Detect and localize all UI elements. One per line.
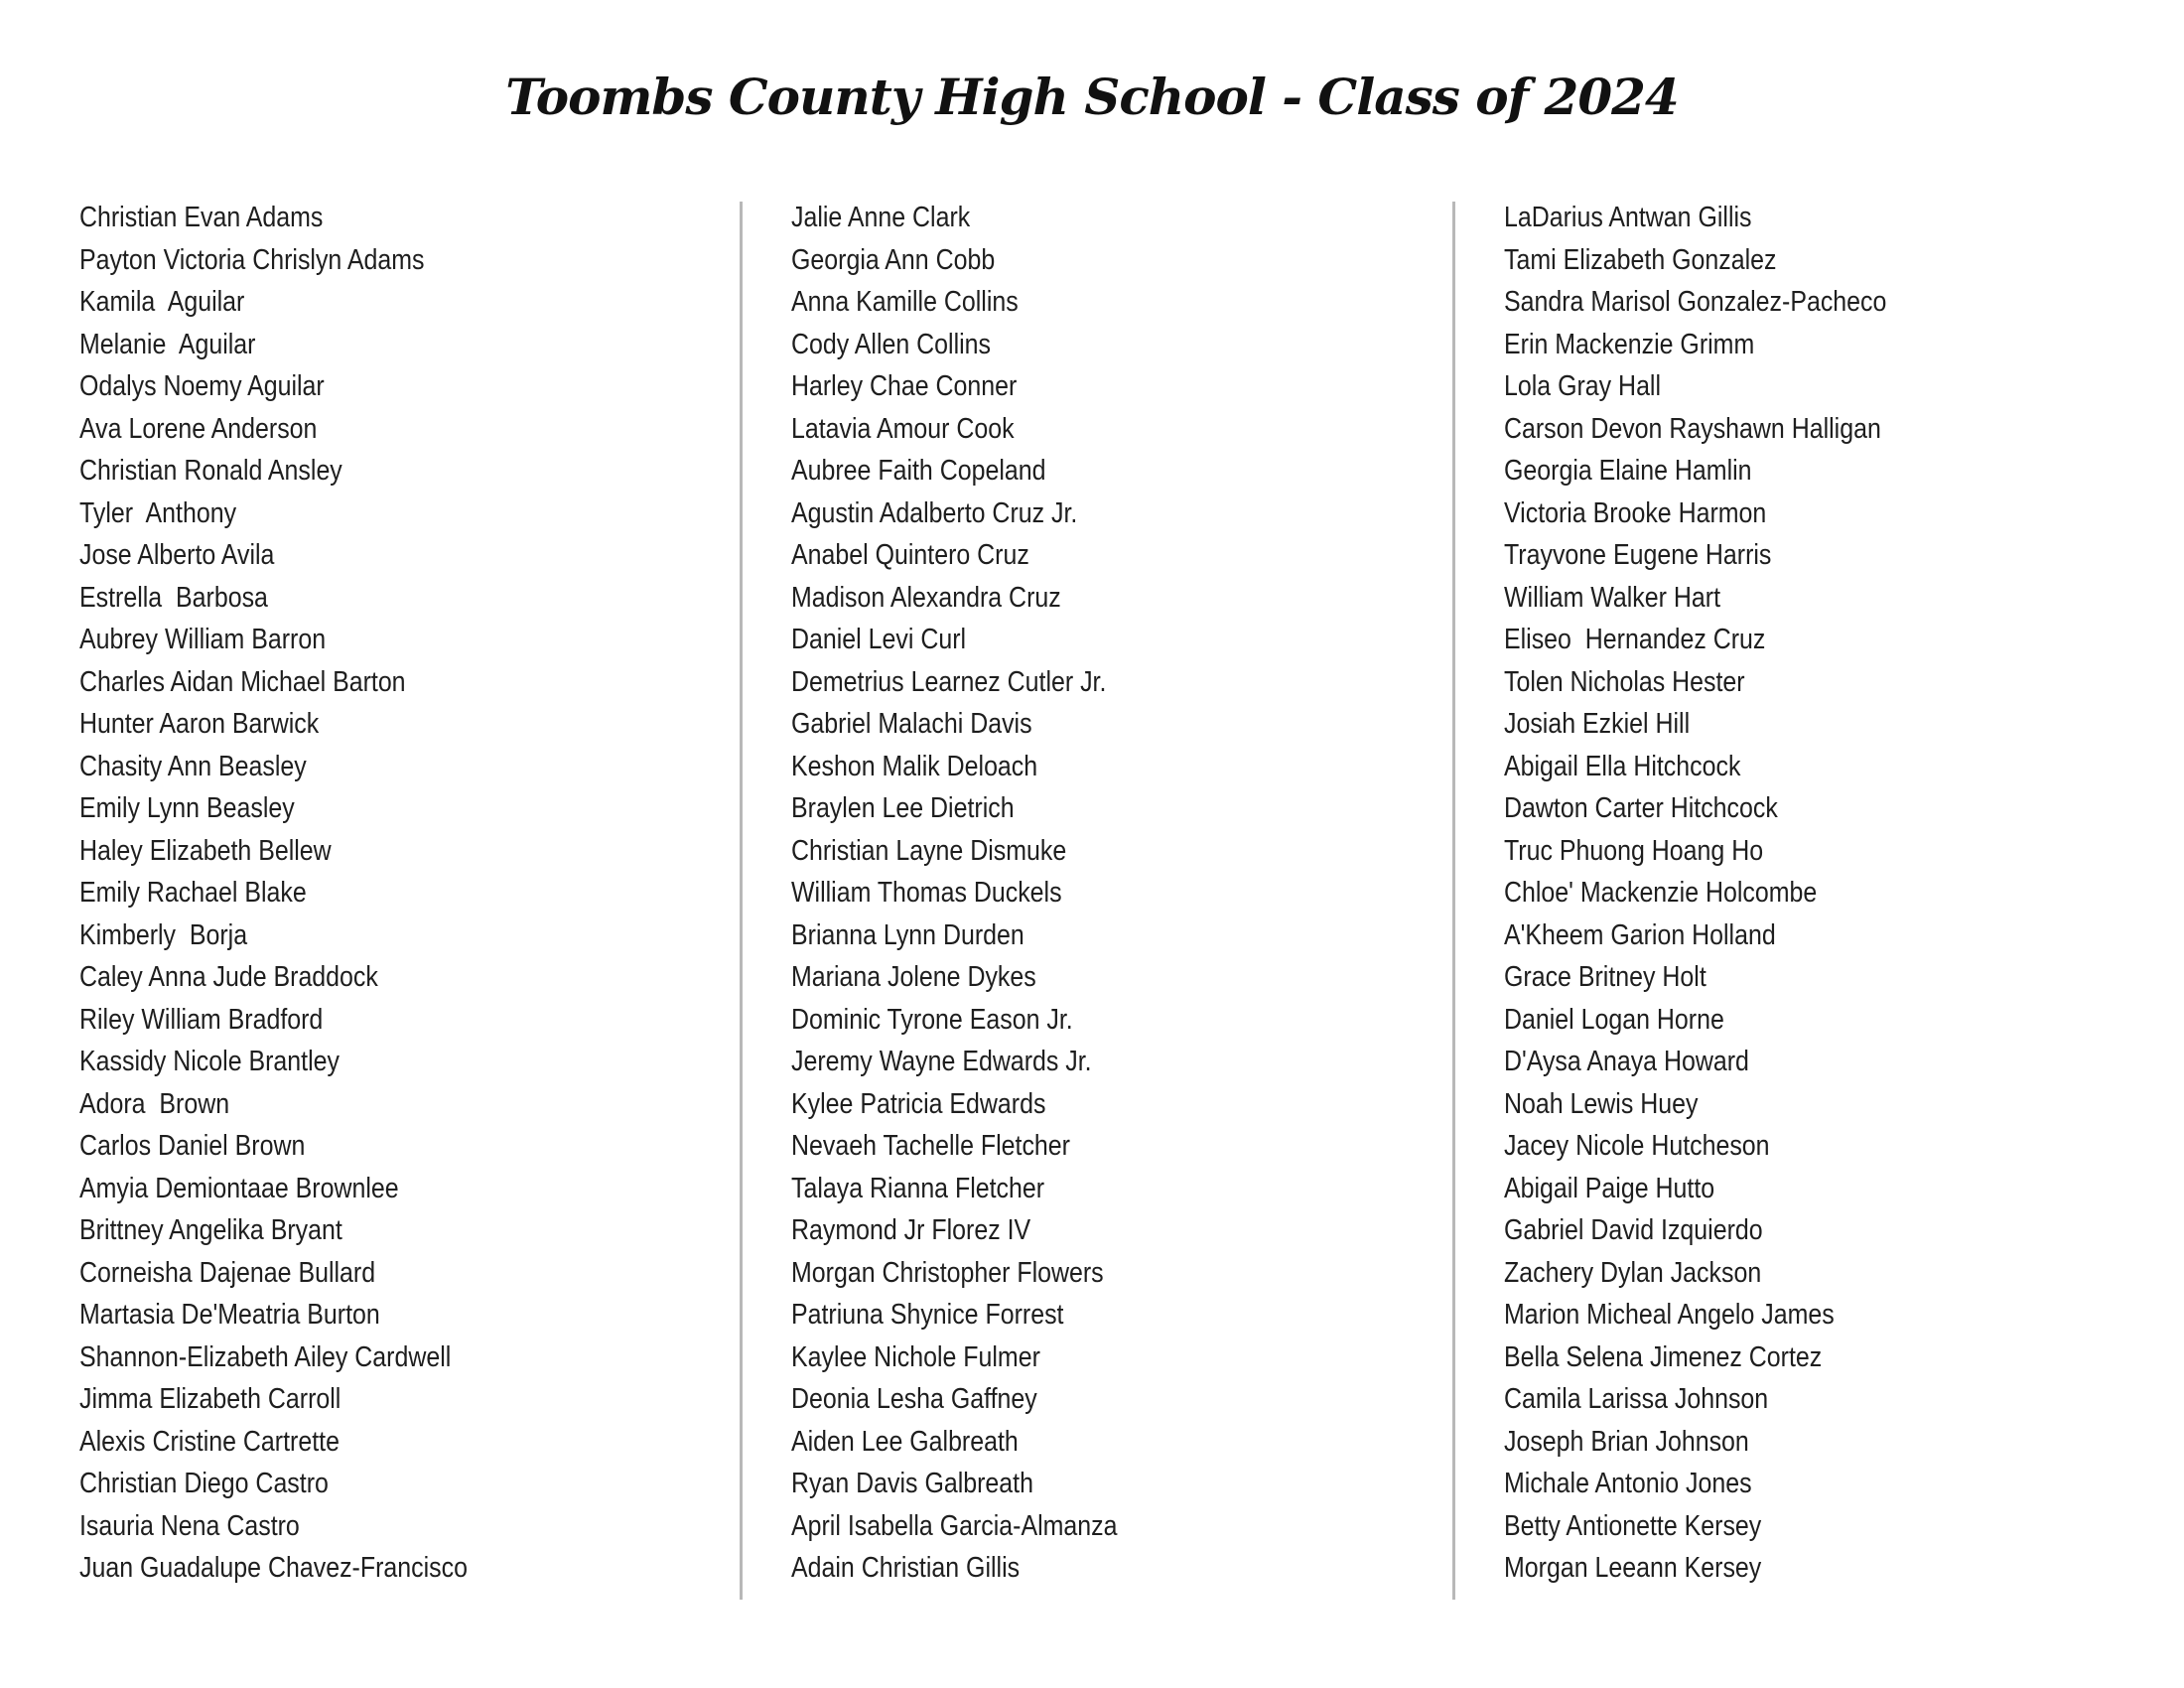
graduate-name: Georgia Elaine Hamlin xyxy=(1504,455,1752,487)
graduate-name: Aiden Lee Galbreath xyxy=(791,1425,1019,1458)
graduate-name: Harley Chae Conner xyxy=(791,370,1018,402)
graduate-name: Tami Elizabeth Gonzalez xyxy=(1504,243,1777,276)
graduate-name: Tyler Anthony xyxy=(79,496,237,529)
graduate-name: Christian Evan Adams xyxy=(79,202,324,233)
graduate-name: Morgan Leeann Kersey xyxy=(1504,1552,1762,1584)
graduate-name: Patriuna Shynice Forrest xyxy=(791,1299,1064,1331)
graduate-name: Isauria Nena Castro xyxy=(79,1509,300,1542)
graduate-name: Juan Guadalupe Chavez-Francisco xyxy=(79,1552,468,1584)
graduate-name: Noah Lewis Huey xyxy=(1504,1087,1699,1120)
graduate-name: Erin Mackenzie Grimm xyxy=(1504,328,1755,360)
graduate-name: Jalie Anne Clark xyxy=(791,202,971,233)
graduate-name: Joseph Brian Johnson xyxy=(1504,1425,1749,1458)
graduate-name: Christian Diego Castro xyxy=(79,1468,329,1499)
graduate-name: Alexis Cristine Cartrette xyxy=(79,1425,340,1458)
graduate-name: Amyia Demiontaae Brownlee xyxy=(79,1172,399,1204)
graduate-name: Carlos Daniel Brown xyxy=(79,1130,306,1162)
graduate-name: Abigail Ella Hitchcock xyxy=(1504,750,1741,782)
graduate-name: Kimberly Borja xyxy=(79,918,248,951)
graduate-name: Jacey Nicole Hutcheson xyxy=(1504,1130,1770,1162)
graduate-name: Deonia Lesha Gaffney xyxy=(791,1383,1037,1415)
graduate-name: Keshon Malik Deloach xyxy=(791,750,1038,782)
graduate-name: Anabel Quintero Cruz xyxy=(791,539,1029,571)
graduate-name: Abigail Paige Hutto xyxy=(1504,1172,1715,1204)
graduate-name: Corneisha Dajenae Bullard xyxy=(79,1256,376,1289)
graduate-name: Agustin Adalberto Cruz Jr. xyxy=(791,496,1078,529)
graduate-name: Daniel Logan Horne xyxy=(1504,1003,1724,1036)
graduate-name: Jimma Elizabeth Carroll xyxy=(79,1383,341,1415)
graduate-name: Braylen Lee Dietrich xyxy=(791,792,1015,824)
page-title: Toombs County High School - Class of 2024 xyxy=(505,68,1679,126)
graduate-name: Ryan Davis Galbreath xyxy=(791,1468,1033,1499)
graduate-name: Payton Victoria Chrislyn Adams xyxy=(79,243,425,276)
graduate-name: Sandra Marisol Gonzalez-Pacheco xyxy=(1504,286,1887,318)
graduate-name: Kamila Aguilar xyxy=(79,286,245,318)
graduate-name: Emily Lynn Beasley xyxy=(79,792,295,824)
graduate-name: Aubrey William Barron xyxy=(79,624,327,655)
graduate-name: Ava Lorene Anderson xyxy=(79,412,318,445)
graduate-name: Emily Rachael Blake xyxy=(79,877,307,909)
graduate-name: Michale Antonio Jones xyxy=(1504,1468,1752,1499)
graduate-name: Mariana Jolene Dykes xyxy=(791,961,1036,993)
graduate-name: Gabriel David Izquierdo xyxy=(1504,1214,1763,1246)
graduate-name: Hunter Aaron Barwick xyxy=(79,708,320,740)
graduate-name: LaDarius Antwan Gillis xyxy=(1504,202,1752,233)
graduate-name: Melanie Aguilar xyxy=(79,328,256,360)
graduate-name: Tolen Nicholas Hester xyxy=(1504,665,1745,698)
graduate-name: Kylee Patricia Edwards xyxy=(791,1087,1046,1120)
graduate-name: Camila Larissa Johnson xyxy=(1504,1383,1769,1415)
graduate-name: Adain Christian Gillis xyxy=(791,1552,1021,1584)
graduate-name: Talaya Rianna Fletcher xyxy=(791,1172,1045,1204)
graduate-name: Raymond Jr Florez IV xyxy=(791,1214,1031,1246)
graduate-name: Haley Elizabeth Bellew xyxy=(79,834,332,867)
column-divider xyxy=(1452,202,1455,1600)
graduate-name: Brianna Lynn Durden xyxy=(791,918,1024,951)
graduate-name: Madison Alexandra Cruz xyxy=(791,581,1061,614)
graduate-name: Estrella Barbosa xyxy=(79,581,268,614)
graduate-name: Cody Allen Collins xyxy=(791,328,992,360)
graduate-name: Josiah Ezkiel Hill xyxy=(1504,708,1691,740)
graduate-name: Chasity Ann Beasley xyxy=(79,750,307,782)
graduate-name: Zachery Dylan Jackson xyxy=(1504,1256,1762,1289)
graduate-name: Trayvone Eugene Harris xyxy=(1504,539,1772,571)
graduate-name: Betty Antionette Kersey xyxy=(1504,1509,1762,1542)
graduate-name: Victoria Brooke Harmon xyxy=(1504,496,1767,529)
name-column-2 xyxy=(791,197,1170,1590)
graduate-name: Nevaeh Tachelle Fletcher xyxy=(791,1130,1070,1162)
name-column-1 xyxy=(79,197,531,1590)
graduate-name: Odalys Noemy Aguilar xyxy=(79,370,325,402)
graduate-name: A'Kheem Garion Holland xyxy=(1504,918,1776,951)
graduate-name: Charles Aidan Michael Barton xyxy=(79,665,406,698)
graduate-name: Marion Micheal Angelo James xyxy=(1504,1299,1835,1331)
graduate-name: Daniel Levi Curl xyxy=(791,624,967,655)
graduate-name: Riley William Bradford xyxy=(79,1003,324,1036)
graduate-name: Bella Selena Jimenez Cortez xyxy=(1504,1340,1823,1373)
column-divider xyxy=(740,202,743,1600)
graduate-name: Gabriel Malachi Davis xyxy=(791,708,1032,740)
graduate-name: Shannon-Elizabeth Ailey Cardwell xyxy=(79,1340,452,1373)
graduate-name: D'Aysa Anaya Howard xyxy=(1504,1046,1749,1077)
graduate-name: Eliseo Hernandez Cruz xyxy=(1504,624,1766,655)
graduate-name: Adora Brown xyxy=(79,1087,230,1120)
graduate-name: April Isabella Garcia-Almanza xyxy=(791,1509,1118,1542)
graduate-name: Christian Ronald Ansley xyxy=(79,455,342,487)
graduate-name: Chloe' Mackenzie Holcombe xyxy=(1504,877,1818,909)
graduate-name: William Thomas Duckels xyxy=(791,877,1062,909)
graduate-name: Georgia Ann Cobb xyxy=(791,243,996,276)
graduate-name: Morgan Christopher Flowers xyxy=(791,1256,1104,1289)
graduate-name: Carson Devon Rayshawn Halligan xyxy=(1504,412,1881,445)
graduate-name: Martasia De'Meatria Burton xyxy=(79,1299,380,1331)
graduate-name: Kassidy Nicole Brantley xyxy=(79,1046,340,1077)
graduate-name: Christian Layne Dismuke xyxy=(791,834,1067,867)
graduate-name: Latavia Amour Cook xyxy=(791,412,1015,445)
graduate-name: Jeremy Wayne Edwards Jr. xyxy=(791,1046,1092,1077)
graduate-name: William Walker Hart xyxy=(1504,581,1720,614)
graduate-name: Brittney Angelika Bryant xyxy=(79,1214,342,1246)
graduate-name: Kaylee Nichole Fulmer xyxy=(791,1340,1040,1373)
graduate-name: Jose Alberto Avila xyxy=(79,539,275,571)
graduate-name: Demetrius Learnez Cutler Jr. xyxy=(791,665,1107,698)
name-column-3 xyxy=(1504,197,1949,1590)
graduate-name: Anna Kamille Collins xyxy=(791,286,1019,318)
graduate-name: Truc Phuong Hoang Ho xyxy=(1504,834,1764,867)
graduate-name: Dominic Tyrone Eason Jr. xyxy=(791,1003,1073,1036)
graduate-name: Caley Anna Jude Braddock xyxy=(79,961,378,993)
graduate-name: Lola Gray Hall xyxy=(1504,370,1662,402)
graduate-name: Aubree Faith Copeland xyxy=(791,455,1046,487)
graduate-name: Dawton Carter Hitchcock xyxy=(1504,792,1778,824)
graduate-name: Grace Britney Holt xyxy=(1504,961,1706,993)
